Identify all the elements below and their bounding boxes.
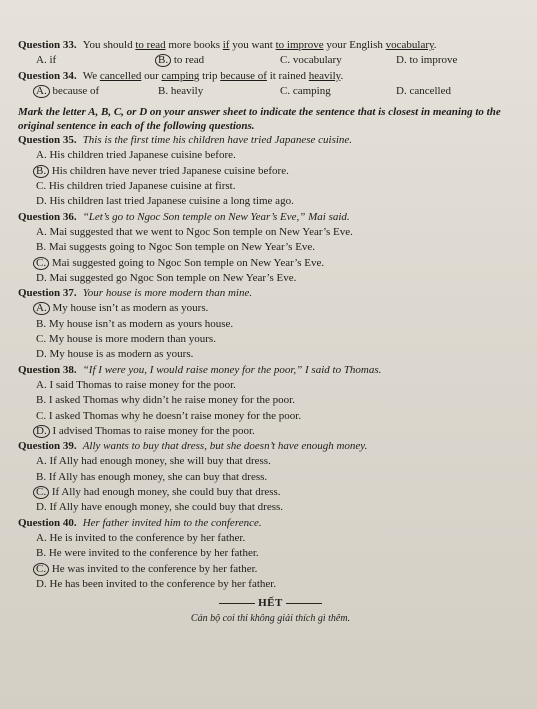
exam-content <box>18 38 523 627</box>
answer-circle: C. <box>33 257 49 270</box>
q36-option-b: B. Mai suggests going to Ngoc Son temple on New Year’s Eve. <box>36 241 316 254</box>
question-label: Question 40. <box>18 516 77 529</box>
q35-option-a: A. His children tried Japanese cuisine before. <box>36 149 236 162</box>
q34-options <box>18 84 523 99</box>
question-label: Question 39. <box>18 440 77 453</box>
q33-stem: Question 33. You should to read more books if you want to improve your English vocabulary. <box>18 39 437 51</box>
q38-option-d: D. I advised Thomas to raise money for the poor. <box>18 424 523 439</box>
question-label: Question 37. <box>18 287 77 300</box>
answer-circle: B. <box>155 54 171 67</box>
option-c: C. camping <box>280 84 331 97</box>
q37-option-a: A. My house isn’t as modern as yours. <box>18 301 523 316</box>
q38-option-c: C. I asked Thomas why he doesn’t raise money for the poor. <box>36 409 302 422</box>
q39-option-c: C. If Ally had enough money, she could buy that dress. <box>18 485 523 500</box>
q36-stem: Question 36. “Let’s go to Ngoc Son temple on New Year’s Eve,” Mai said. <box>18 210 350 223</box>
q40-option-c: C. He was invited to the conference by her father. <box>18 562 523 577</box>
option-c: C. vocabulary <box>280 54 342 67</box>
q40-option-d: D. He has been invited to the conference by her father. <box>36 577 277 590</box>
q39-option-d: D. If Ally have enough money, she could buy that dress. <box>36 501 284 514</box>
q36-option-d: D. Mai suggested go Ngoc Son temple on New Year’s Eve. <box>36 271 297 284</box>
question-label: Question 38. <box>18 363 77 376</box>
footer-note: Cán bộ coi thi không giải thích gì thêm. <box>190 613 351 625</box>
option-d: D. to improve <box>396 54 458 67</box>
answer-circle: C. <box>33 563 49 576</box>
end-mark: HẾT <box>258 597 283 610</box>
q37-option-b: B. My house isn’t as modern as yours house. <box>36 317 234 330</box>
q39-stem: Question 39. Ally wants to buy that dress, but she doesn’t have enough money. <box>18 440 368 453</box>
question-label: Question 33. <box>18 39 77 51</box>
option-a: A. because of <box>36 84 99 99</box>
divider <box>219 603 255 604</box>
option-a: A. if <box>36 54 57 67</box>
answer-circle: A. <box>33 302 50 315</box>
q40-option-b: B. He were invited to the conference by her father. <box>36 547 259 560</box>
q40-option-a: A. He is invited to the conference by her father. <box>36 531 246 544</box>
q33-options <box>18 53 523 68</box>
answer-circle: B. <box>33 165 49 178</box>
option-b: B. heavily <box>158 84 204 97</box>
q37-option-d: D. My house is as modern as yours. <box>36 348 194 361</box>
question-label: Question 34. <box>18 69 77 82</box>
end-mark-row <box>18 596 523 611</box>
q38-option-a: A. I said Thomas to raise money for the poor. <box>36 378 236 391</box>
q36-option-a: A. Mai suggested that we went to Ngoc Son temple on New Year’s Eve. <box>36 225 353 238</box>
q38-option-b: B. I asked Thomas why didn’t he raise money for the poor. <box>36 394 295 407</box>
q39-option-b: B. If Ally has enough money, she can buy that dress. <box>36 470 268 483</box>
q37-stem: Question 37. Your house is more modern than mine. <box>18 287 253 300</box>
question-label: Question 35. <box>18 134 77 147</box>
q35-option-d: D. His children last tried Japanese cuisine a long time ago. <box>36 195 294 208</box>
q35-option-b: B. His children have never tried Japanese cuisine before. <box>18 164 523 179</box>
q35-stem: Question 35. This is the first time his children have tried Japanese cuisine. <box>18 134 353 147</box>
q40-stem: Question 40. Her father invited him to the conference. <box>18 516 262 529</box>
answer-circle: A. <box>33 85 50 98</box>
q39-option-a: A. If Ally had enough money, she will buy that dress. <box>36 455 271 468</box>
option-b: B. to read <box>158 53 204 68</box>
option-d: D. cancelled <box>396 84 451 97</box>
answer-circle: D. <box>33 425 50 438</box>
q34-stem: Question 34. We cancelled our camping trip because of it rained heavily. <box>18 69 344 82</box>
question-label: Question 36. <box>18 210 77 223</box>
q35-option-c: C. His children tried Japanese cuisine at first. <box>36 180 236 193</box>
divider <box>286 603 322 604</box>
section-instruction: Mark the letter A, B, C, or D on your answer sheet to indicate the sentence that is closest in meaning to the original sentence in each of the following questions. <box>18 106 501 133</box>
q37-option-c: C. My house is more modern than yours. <box>36 333 216 346</box>
q36-option-c: C. Mai suggested going to Ngoc Son temple on New Year’s Eve. <box>18 256 523 271</box>
answer-circle: C. <box>33 486 49 499</box>
q38-stem: Question 38. “If I were you, I would raise money for the poor,” I said to Thomas. <box>18 363 382 376</box>
